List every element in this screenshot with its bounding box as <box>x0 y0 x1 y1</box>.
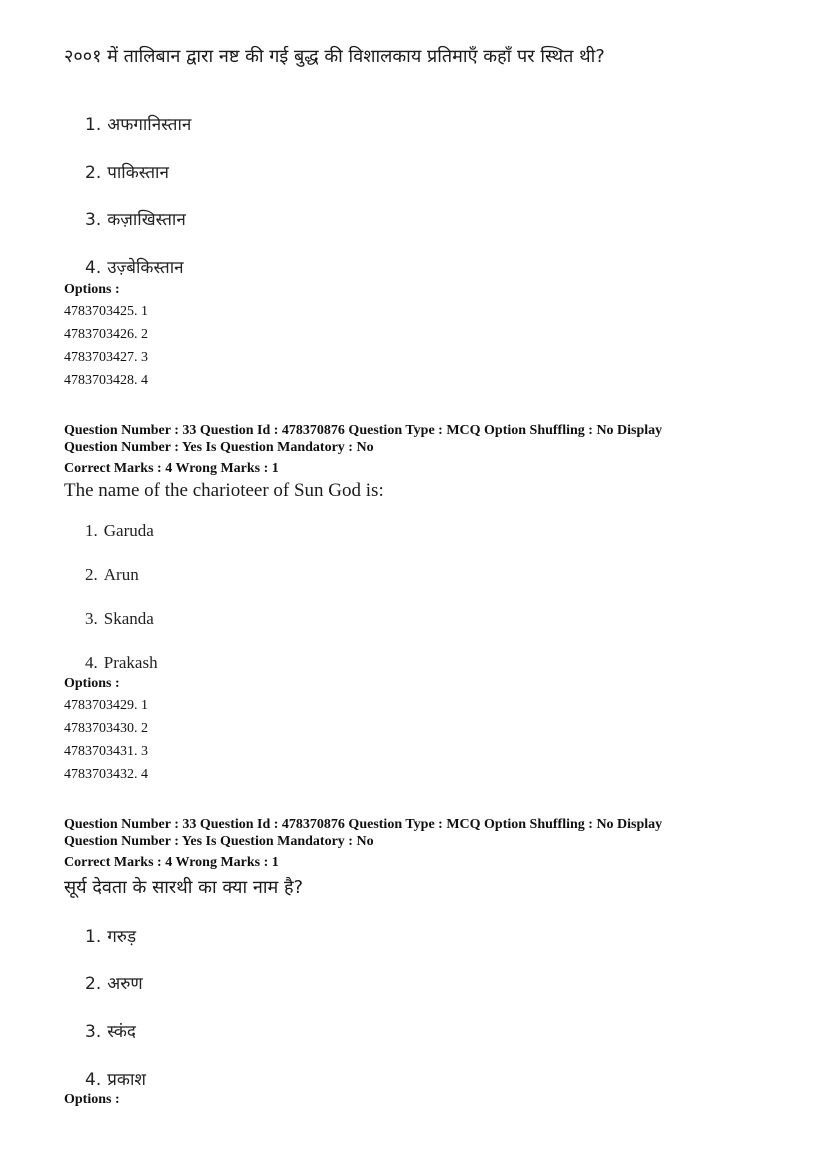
option-number: 3. <box>85 210 102 230</box>
option-text: Garuda <box>103 521 154 540</box>
question-meta-line: Question Number : Yes Is Question Mandatory : No <box>64 440 374 455</box>
option-text: गरुड़ <box>107 927 137 947</box>
option-number: 3. <box>85 1022 102 1042</box>
option-item <box>85 653 158 673</box>
option-item <box>85 1067 146 1090</box>
option-text: Arun <box>103 565 139 584</box>
option-item <box>85 521 154 541</box>
option-id: 4783703425. 1 <box>64 304 148 319</box>
question-meta-line: Question Number : Yes Is Question Mandatory : No <box>64 834 374 849</box>
option-item <box>85 207 186 230</box>
option-item <box>85 255 184 278</box>
option-id: 4783703426. 2 <box>64 327 148 342</box>
question-text: २००१ में तालिबान द्वारा नष्ट की गई बुद्ध की विशालकाय प्रतिमाएँ कहाँ पर स्थित थी? <box>64 46 605 67</box>
option-id: 4783703432. 4 <box>64 767 148 782</box>
question-text: The name of the charioteer of Sun God is: <box>64 480 384 501</box>
options-label: Options : <box>64 282 120 297</box>
marks-info: Correct Marks : 4 Wrong Marks : 1 <box>64 855 279 870</box>
option-id: 4783703428. 4 <box>64 373 148 388</box>
option-number: 3. <box>85 609 98 628</box>
question-meta-line: Question Number : 33 Question Id : 478370876 Question Type : MCQ Option Shuffling : No Display <box>64 817 663 832</box>
marks-info: Correct Marks : 4 Wrong Marks : 1 <box>64 461 279 476</box>
option-number: 1. <box>85 927 102 947</box>
option-number: 2. <box>85 974 102 994</box>
question-text: सूर्य देवता के सारथी का क्या नाम है? <box>64 877 304 898</box>
options-label: Options : <box>64 676 120 691</box>
option-number: 2. <box>85 163 102 183</box>
option-number: 4. <box>85 258 102 278</box>
option-number: 4. <box>85 653 98 672</box>
option-text: स्कंद <box>107 1022 136 1042</box>
option-item <box>85 112 191 135</box>
option-text: पाकिस्तान <box>107 163 169 183</box>
question-meta-line: Question Number : 33 Question Id : 478370876 Question Type : MCQ Option Shuffling : No Display <box>64 423 663 438</box>
option-text: Prakash <box>103 653 158 672</box>
option-number: 2. <box>85 565 98 584</box>
option-id: 4783703430. 2 <box>64 721 148 736</box>
options-label: Options : <box>64 1092 120 1107</box>
option-number: 1. <box>85 521 98 540</box>
option-item <box>85 160 169 183</box>
option-item <box>85 609 154 629</box>
option-text: प्रकाश <box>107 1070 146 1090</box>
option-item <box>85 971 143 994</box>
option-text: कज़ाखिस्तान <box>107 210 186 230</box>
option-id: 4783703431. 3 <box>64 744 148 759</box>
option-number: 1. <box>85 115 102 135</box>
option-text: अफगानिस्तान <box>107 115 192 135</box>
option-text: उज़्बेकिस्तान <box>107 258 184 278</box>
option-id: 4783703429. 1 <box>64 698 148 713</box>
option-number: 4. <box>85 1070 102 1090</box>
option-item <box>85 924 136 947</box>
option-id: 4783703427. 3 <box>64 350 148 365</box>
option-text: Skanda <box>103 609 154 628</box>
option-text: अरुण <box>107 974 143 994</box>
option-item <box>85 565 139 585</box>
option-item <box>85 1019 136 1042</box>
